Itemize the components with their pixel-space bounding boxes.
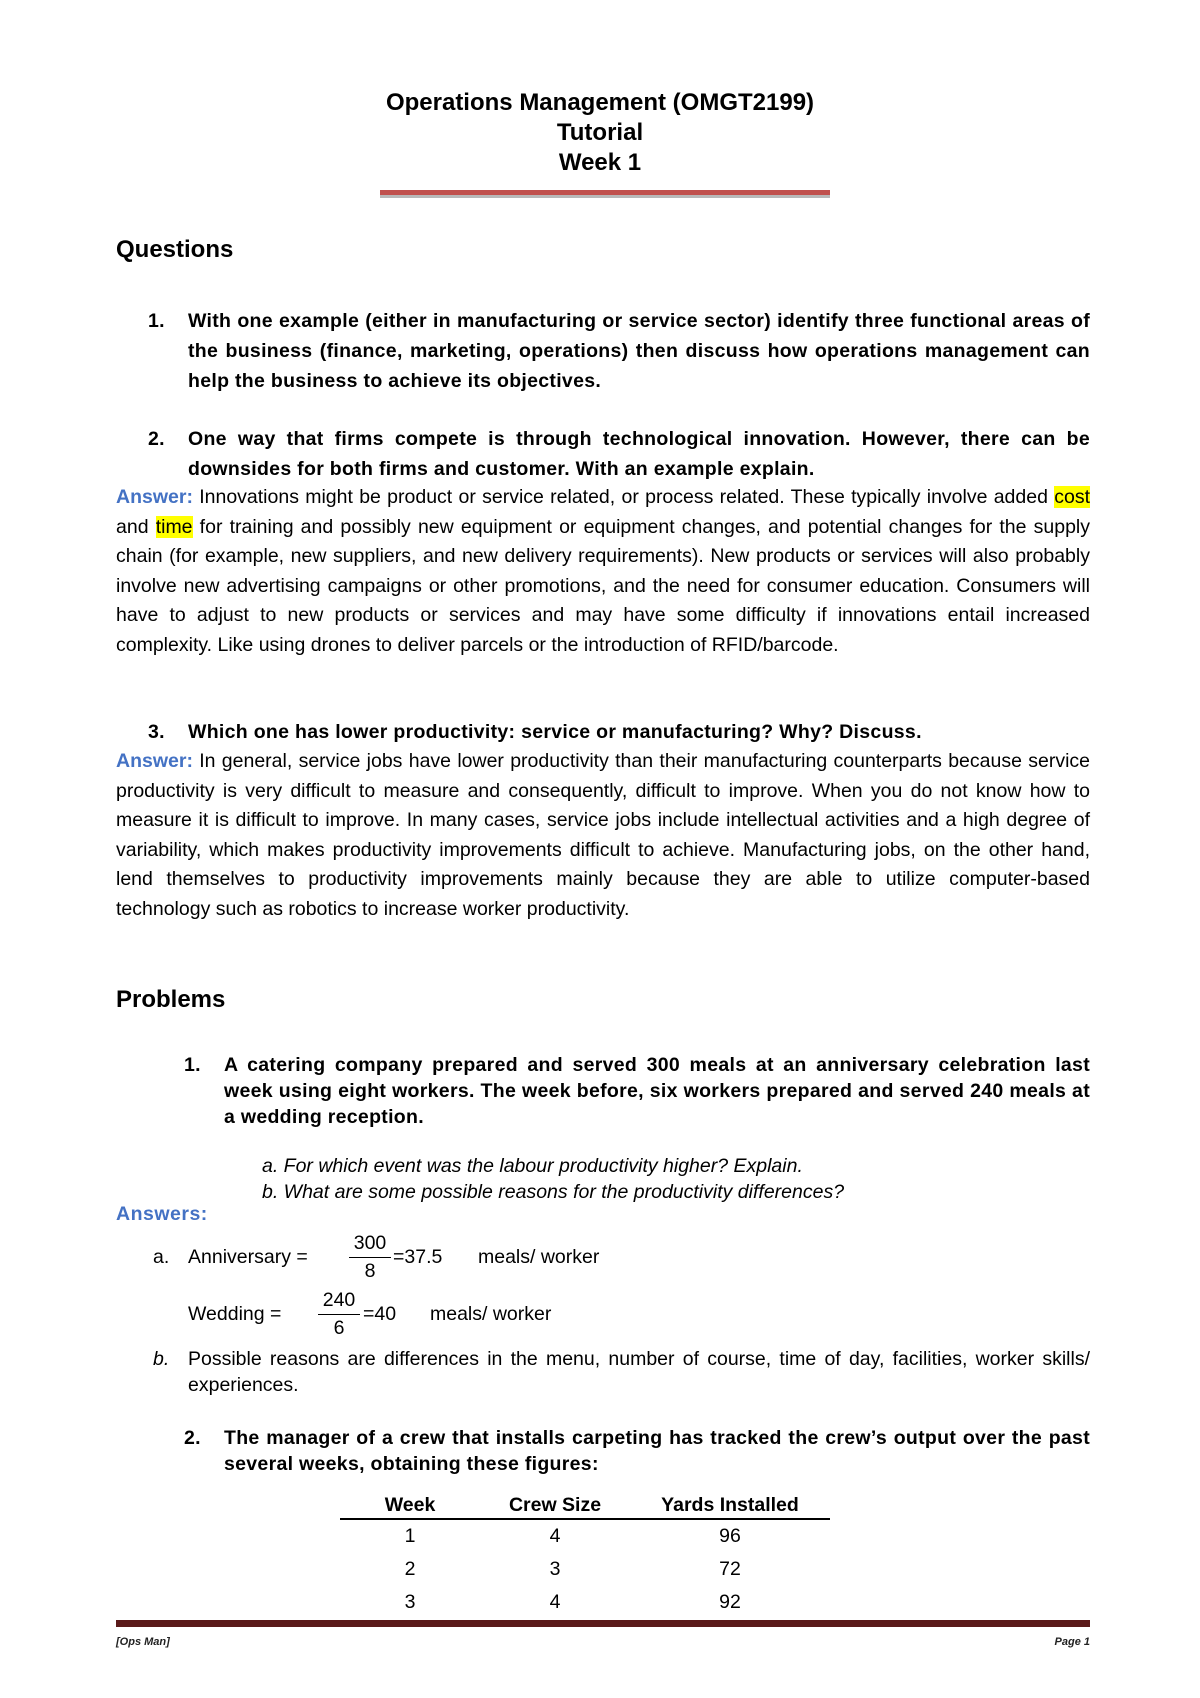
fraction-numerator: 300 bbox=[353, 1232, 387, 1254]
answer-label: Answer: bbox=[116, 750, 193, 772]
week-label: Week 1 bbox=[558, 149, 642, 176]
fraction-numerator: 240 bbox=[322, 1289, 356, 1311]
anniversary-fraction bbox=[349, 1232, 391, 1283]
calc-a-label: a. bbox=[153, 1246, 170, 1268]
column-header-yards-installed: Yards Installed bbox=[630, 1492, 830, 1519]
answer-text: Innovations might be product or service related, or process related. These typically involve added bbox=[192, 486, 1055, 508]
answer-text: for training and possibly new equipment or equipment changes, and potential changes for the supply chain (for example, new suppliers, and new delivery requirements). New products or services will also probably involve new advertising campaigns or other promotions, and the need for consumer education. Consumers will have to adjust to new products or services and may have some difficulty if innovations entail increased complexity. Like using drones to deliver parcels or the introduction of RFID/barcode. bbox=[116, 515, 1091, 656]
problem-1 bbox=[184, 1052, 1090, 1130]
problem-number: 1. bbox=[184, 1054, 201, 1076]
table-row bbox=[340, 1519, 830, 1553]
table-row bbox=[340, 1586, 830, 1619]
anniversary-label: Anniversary = bbox=[188, 1246, 308, 1268]
problem-2 bbox=[184, 1425, 1090, 1477]
questions-heading: Questions bbox=[116, 236, 234, 263]
question-number: 1. bbox=[148, 310, 165, 332]
wedding-fraction bbox=[318, 1289, 360, 1340]
answer-label: Answer: bbox=[116, 486, 193, 508]
answer-b-label: b. bbox=[153, 1348, 170, 1370]
answer-2 bbox=[116, 483, 1090, 660]
answer-text: In general, service jobs have lower productivity than their manufacturing counterparts because service productivity is very difficult to measure and consequently, difficult to improve. When you do not know how to measure it is difficult to improve. In many cases, service jobs include intellectual activities and a high degree of variability, which makes productivity improvements difficult to achieve. Manufacturing jobs, on the other hand, lend themselves to productivity improvements mainly because they are able to utilize computer-based technology such as robotics to increase worker productivity. bbox=[116, 750, 1090, 920]
table-header-row bbox=[340, 1492, 830, 1519]
table-cell: 96 bbox=[719, 1525, 741, 1547]
anniversary-unit: meals/ worker bbox=[478, 1246, 600, 1268]
question-text: With one example (either in manufacturing or service sector) identify three functional areas of the business (finance, marketing, operations) then discuss how operations management can help the business to achieve its objectives. bbox=[188, 310, 1090, 392]
table-cell: 3 bbox=[549, 1558, 561, 1580]
column-header-week: Week bbox=[340, 1492, 480, 1519]
problems-heading: Problems bbox=[116, 986, 226, 1013]
problem-number: 2. bbox=[184, 1427, 201, 1449]
question-1 bbox=[148, 306, 1090, 396]
wedding-result: =40 bbox=[363, 1303, 397, 1325]
fraction-bar bbox=[318, 1314, 360, 1315]
answer-3 bbox=[116, 747, 1090, 924]
highlighted-word: time bbox=[155, 515, 193, 538]
tutorial-label: Tutorial bbox=[556, 119, 644, 146]
answer-b bbox=[153, 1346, 1090, 1398]
table-cell: 1 bbox=[404, 1525, 416, 1547]
column-header-crew-size: Crew Size bbox=[480, 1492, 630, 1519]
sub-question-b: b. What are some possible reasons for the productivity differences? bbox=[262, 1181, 845, 1203]
question-text: One way that firms compete is through technological innovation. However, there can be downsides for both firms and customer. With an example explain. bbox=[188, 428, 1090, 480]
table-cell: 4 bbox=[549, 1591, 561, 1613]
answer-b-text: Possible reasons are differences in the menu, number of course, time of day, facilities, worker skills/ experiences. bbox=[188, 1348, 1090, 1396]
footer-page-number: Page 1 bbox=[1054, 1636, 1090, 1648]
question-3 bbox=[148, 717, 1090, 747]
answer-text: and bbox=[116, 515, 156, 538]
highlighted-word: cost bbox=[1054, 486, 1090, 508]
table-row bbox=[340, 1553, 830, 1586]
footer-divider bbox=[116, 1620, 1090, 1627]
answers-label: Answers: bbox=[116, 1203, 208, 1225]
table-cell: 72 bbox=[719, 1558, 741, 1580]
table-cell: 3 bbox=[404, 1591, 416, 1613]
fraction-denominator: 8 bbox=[364, 1260, 376, 1282]
fraction-denominator: 6 bbox=[333, 1317, 345, 1339]
problem-text: A catering company prepared and served 300 meals at an anniversary celebration last week using eight workers. The week before, six workers prepared and served 240 meals at a wedding reception. bbox=[224, 1054, 1090, 1128]
wedding-unit: meals/ worker bbox=[430, 1303, 552, 1325]
anniversary-result: =37.5 bbox=[393, 1246, 443, 1268]
footer-left: [Ops Man] bbox=[116, 1636, 170, 1648]
question-text: Which one has lower productivity: service or manufacturing? Why? Discuss. bbox=[188, 721, 922, 743]
wedding-label: Wedding = bbox=[188, 1303, 282, 1325]
table-cell: 4 bbox=[549, 1525, 561, 1547]
problem-text: The manager of a crew that installs carpeting has tracked the crew’s output over the past several weeks, obtaining these figures: bbox=[224, 1427, 1090, 1475]
question-2 bbox=[148, 424, 1090, 484]
question-number: 3. bbox=[148, 721, 165, 743]
crew-output-table bbox=[340, 1492, 830, 1619]
question-number: 2. bbox=[148, 428, 165, 450]
fraction-bar bbox=[349, 1257, 391, 1258]
sub-question-a: a. For which event was the labour productivity higher? Explain. bbox=[262, 1155, 803, 1177]
table-cell: 92 bbox=[719, 1591, 741, 1613]
table-cell: 2 bbox=[404, 1558, 416, 1580]
course-title: Operations Management (OMGT2199) bbox=[385, 89, 815, 116]
document-header bbox=[0, 88, 1200, 178]
title-divider bbox=[380, 190, 830, 195]
